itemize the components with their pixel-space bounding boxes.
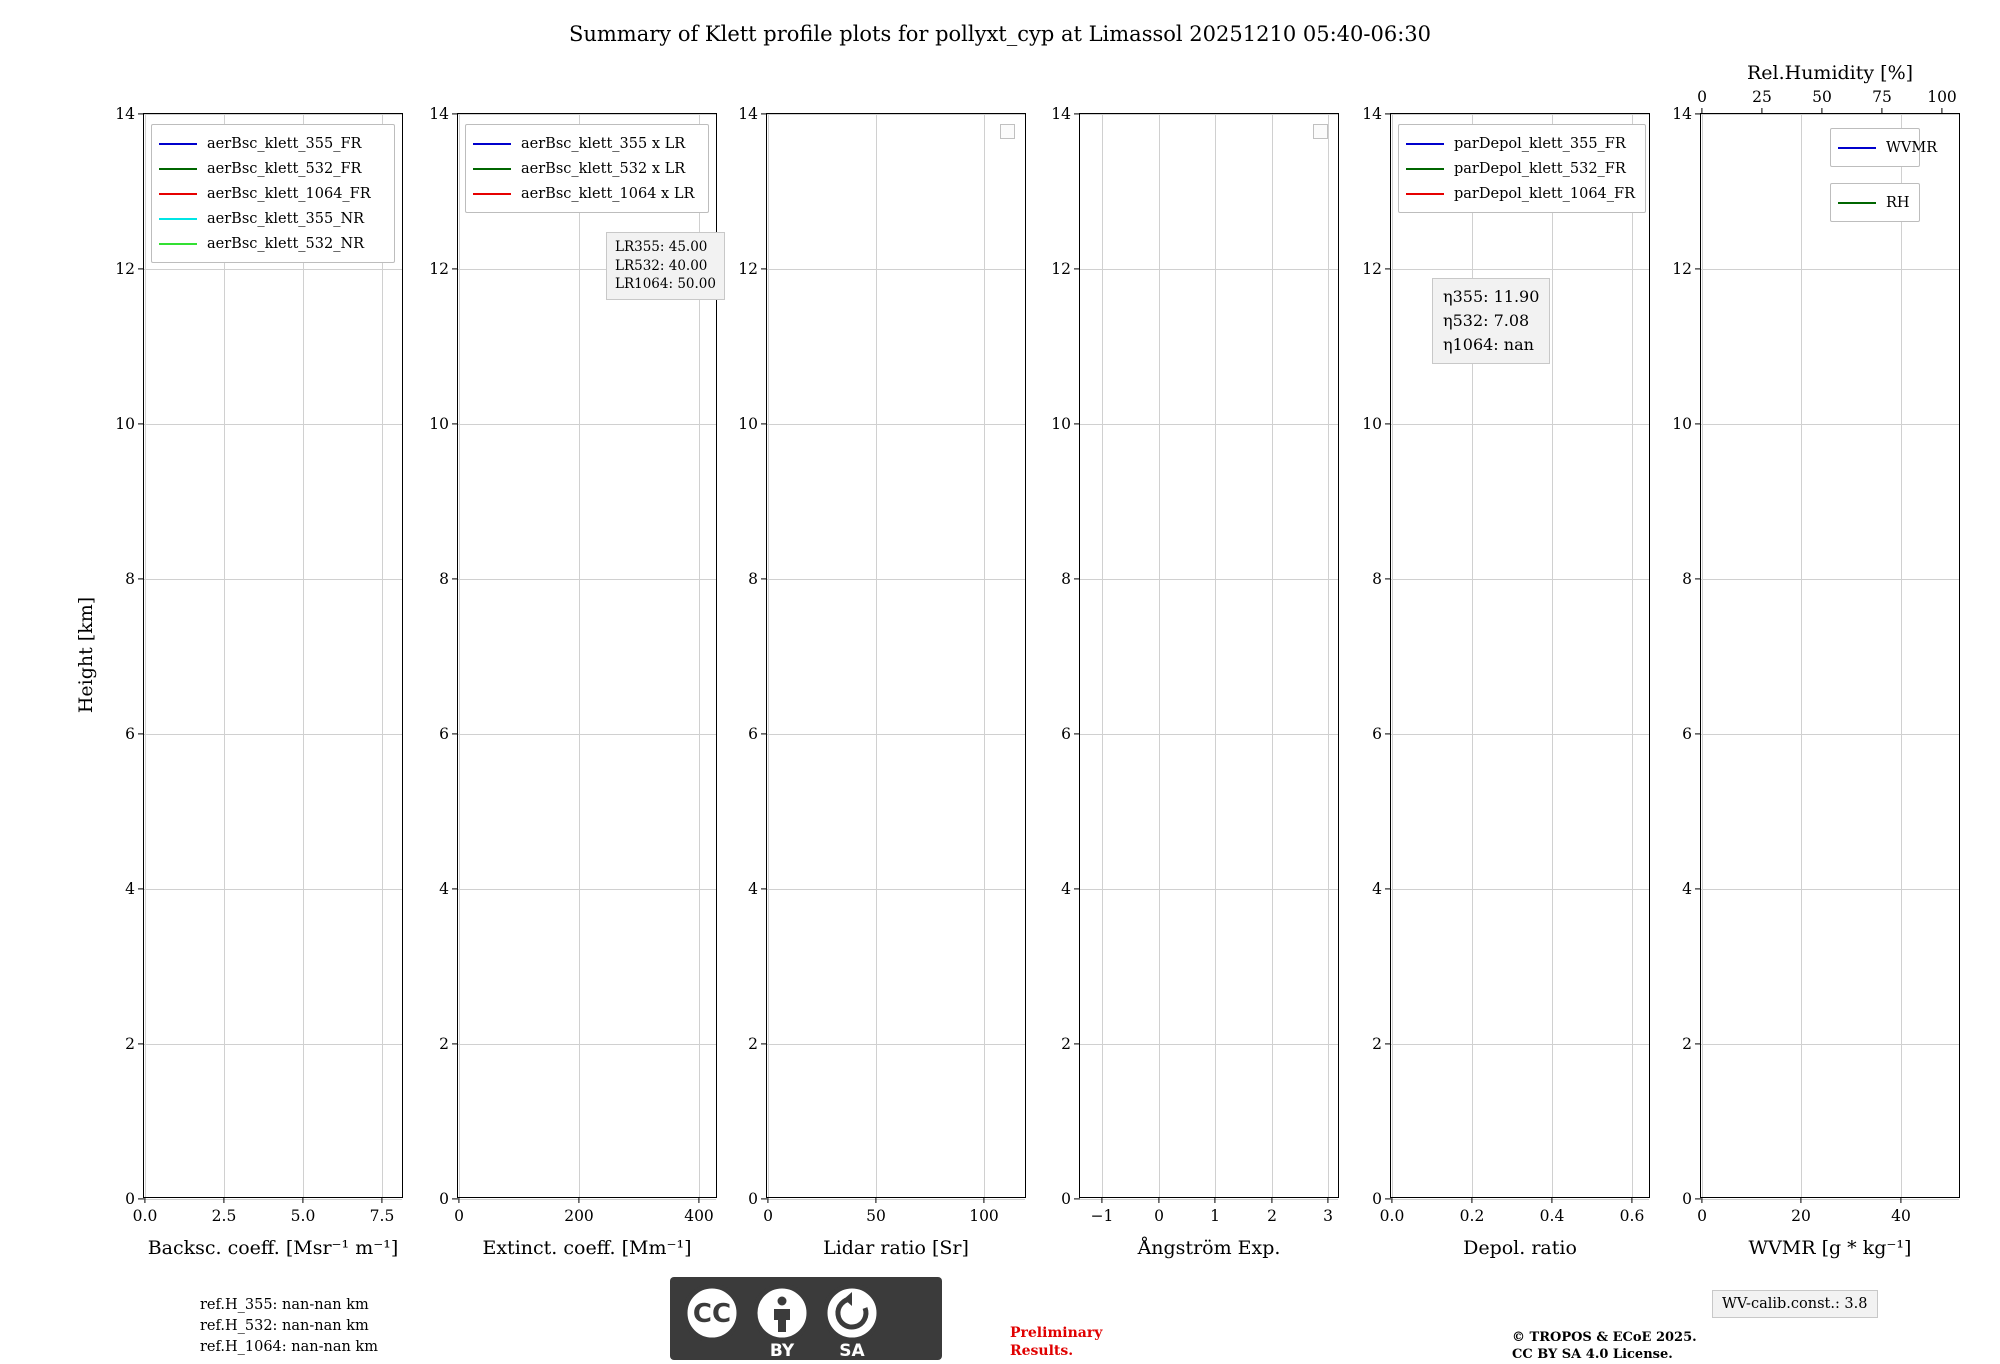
ytick-label: 6	[1372, 725, 1382, 743]
ytick-label: 12	[429, 260, 449, 278]
lidar-ratio-info-box	[606, 232, 725, 300]
legend-swatch-line	[159, 218, 197, 220]
x-axis-label-wvmr: WVMR [g * kg⁻¹]	[1748, 1237, 1912, 1259]
legend-item[interactable]	[1406, 131, 1636, 156]
ytick-label: 10	[1672, 415, 1692, 433]
legend-label: WVMR	[1886, 139, 1938, 156]
legend-depol[interactable]	[1398, 124, 1646, 213]
eta-532-value: η532: 7.08	[1443, 311, 1530, 330]
legend-swatch-line	[159, 193, 197, 195]
ytick-label: 10	[429, 415, 449, 433]
copyright-line-1: © TROPOS & ECoE 2025.	[1512, 1330, 1697, 1345]
ytick-label: 12	[1672, 260, 1692, 278]
ytick-label: 0	[439, 1190, 449, 1208]
x-axis-label-angstrom: Ångström Exp.	[1137, 1237, 1281, 1259]
x-axis-label-depol: Depol. ratio	[1463, 1237, 1577, 1259]
y-axis-label: Height [km]	[75, 596, 97, 714]
legend-swatch-line	[1406, 168, 1444, 170]
legend-label: parDepol_klett_1064_FR	[1454, 185, 1636, 202]
top-xtick-label: 50	[1812, 88, 1832, 106]
cc-sa-icon	[824, 1285, 880, 1341]
xtick-label: 0	[454, 1207, 464, 1225]
top-xtick-label: 0	[1697, 88, 1707, 106]
ytick-label: 6	[439, 725, 449, 743]
legend-backscatter[interactable]	[151, 124, 395, 263]
xtick-label: 7.5	[369, 1207, 395, 1225]
legend-swatch-line	[473, 193, 511, 195]
preliminary-line-1: Preliminary	[1010, 1325, 1103, 1341]
svg-text:CC: CC	[692, 1299, 732, 1329]
legend-label: aerBsc_klett_1064 x LR	[521, 185, 695, 202]
ref-h-1064: ref.H_1064: nan-nan km	[200, 1339, 378, 1356]
ytick-label: 14	[738, 105, 758, 123]
xtick-label: 0.6	[1619, 1207, 1645, 1225]
ytick-label: 0	[1372, 1190, 1382, 1208]
legend-swatch-line	[159, 168, 197, 170]
ytick-label: 14	[1362, 105, 1382, 123]
ytick-label: 2	[1682, 1035, 1692, 1053]
empty-legend-handle	[1000, 124, 1015, 139]
copyright-note	[1512, 1330, 1697, 1364]
xtick-label: 0.0	[1379, 1207, 1405, 1225]
xtick-label: 0.2	[1459, 1207, 1485, 1225]
legend-swatch-line	[159, 243, 197, 245]
ytick-label: 2	[1372, 1035, 1382, 1053]
ytick-label: 8	[1372, 570, 1382, 588]
ytick-label: 14	[1672, 105, 1692, 123]
xtick-label: 0	[763, 1207, 773, 1225]
legend-label: aerBsc_klett_532_NR	[207, 235, 365, 252]
top-xtick-label: 25	[1752, 88, 1772, 106]
lr-355-value: LR355: 45.00	[615, 239, 708, 255]
panel-wvmr	[1672, 62, 1960, 1259]
legend-label: aerBsc_klett_355_NR	[207, 210, 365, 227]
legend-item[interactable]	[159, 231, 385, 256]
copyright-line-2: CC BY SA 4.0 License.	[1512, 1346, 1673, 1362]
ytick-label: 4	[1061, 880, 1071, 898]
legend-swatch-line	[1838, 147, 1876, 149]
legend-item[interactable]	[1406, 156, 1636, 181]
ytick-label: 2	[439, 1035, 449, 1053]
legend-item[interactable]	[473, 181, 699, 206]
xtick-label: 0.4	[1539, 1207, 1565, 1225]
top-xtick-label: 75	[1872, 88, 1892, 106]
legend-swatch-line	[473, 168, 511, 170]
legend-wvmr[interactable]	[1830, 128, 1938, 167]
ytick-label: 2	[1061, 1035, 1071, 1053]
top-xtick-label: 100	[1927, 88, 1957, 106]
wv-calibration-constant-box: WV-calib.const.: 3.8	[1712, 1290, 1878, 1318]
ytick-label: 14	[115, 105, 135, 123]
legend-swatch-line	[1838, 202, 1876, 204]
legend-label: aerBsc_klett_532_FR	[207, 160, 362, 177]
xtick-label: 0	[1154, 1207, 1164, 1225]
xtick-label: 50	[866, 1207, 886, 1225]
ytick-label: 0	[1682, 1190, 1692, 1208]
ref-h-532: ref.H_532: nan-nan km	[200, 1318, 369, 1335]
ytick-label: 12	[1051, 260, 1071, 278]
ytick-label: 6	[1061, 725, 1071, 743]
preliminary-results-note	[1010, 1325, 1102, 1360]
page-title: Summary of Klett profile plots for pollyxt_cyp at Limassol 20251210 05:40-06:30	[568, 22, 1431, 46]
eta-355-value: η355: 11.90	[1443, 287, 1540, 306]
ytick-label: 12	[115, 260, 135, 278]
cc-by-label: BY	[769, 1341, 795, 1361]
ytick-label: 10	[1362, 415, 1382, 433]
legend-label: aerBsc_klett_532 x LR	[521, 160, 686, 177]
legend-swatch-line	[473, 143, 511, 145]
legend-label: parDepol_klett_532_FR	[1454, 160, 1626, 177]
ytick-label: 4	[748, 880, 758, 898]
xtick-label: 100	[969, 1207, 999, 1225]
creative-commons-badge	[670, 1277, 942, 1360]
x-axis-label-backscatter: Backsc. coeff. [Msr⁻¹ m⁻¹]	[147, 1237, 399, 1259]
ytick-label: 6	[1682, 725, 1692, 743]
ytick-label: 12	[1362, 260, 1382, 278]
legend-item[interactable]	[1838, 135, 1938, 160]
xtick-label: 5.0	[290, 1207, 316, 1225]
legend-label: aerBsc_klett_1064_FR	[207, 185, 371, 202]
xtick-label: 0.0	[132, 1207, 158, 1225]
xtick-label: 2.5	[211, 1207, 237, 1225]
ytick-label: 0	[125, 1190, 135, 1208]
cc-by-icon	[754, 1285, 810, 1341]
legend-swatch-line	[159, 143, 197, 145]
reference-height-box	[200, 1295, 378, 1358]
ytick-label: 10	[115, 415, 135, 433]
x-axis-label-extinction: Extinct. coeff. [Mm⁻¹]	[482, 1237, 692, 1259]
legend-item[interactable]	[473, 156, 699, 181]
cc-sa-label: SA	[839, 1341, 865, 1361]
legend-swatch-line	[1406, 193, 1444, 195]
ytick-label: 8	[748, 570, 758, 588]
xtick-label: 40	[1891, 1207, 1911, 1225]
preliminary-line-2: Results.	[1010, 1342, 1074, 1359]
cc-icon	[684, 1285, 740, 1341]
ytick-label: 2	[125, 1035, 135, 1053]
xtick-label: 2	[1267, 1207, 1277, 1225]
legend-label: aerBsc_klett_355 x LR	[521, 135, 686, 152]
legend-label: parDepol_klett_355_FR	[1454, 135, 1626, 152]
ref-h-355: ref.H_355: nan-nan km	[200, 1297, 369, 1313]
legend-label: aerBsc_klett_355_FR	[207, 135, 362, 152]
legend-extinction[interactable]	[465, 124, 709, 213]
top-axis-label-rh: Rel.Humidity [%]	[1746, 62, 1914, 84]
ytick-label: 0	[1061, 1190, 1071, 1208]
xtick-label: 0	[1697, 1207, 1707, 1225]
legend-item[interactable]	[159, 131, 385, 156]
legend-item[interactable]	[1406, 181, 1636, 206]
x-axis-label-lidar-ratio: Lidar ratio [Sr]	[823, 1237, 969, 1259]
ytick-label: 10	[738, 415, 758, 433]
ytick-label: 6	[748, 725, 758, 743]
ytick-label: 6	[125, 725, 135, 743]
legend-swatch-line	[1406, 143, 1444, 145]
panel-backscatter	[115, 105, 403, 1259]
legend-item[interactable]	[1838, 190, 1910, 215]
lr-1064-value: LR1064: 50.00	[615, 276, 716, 293]
legend-item[interactable]	[159, 206, 385, 231]
xtick-label: 1	[1210, 1207, 1220, 1225]
empty-legend-handle	[1313, 124, 1328, 139]
legend-item[interactable]	[159, 181, 385, 206]
ytick-label: 8	[1061, 570, 1071, 588]
xtick-label: −1	[1090, 1207, 1114, 1225]
xtick-label: 400	[684, 1207, 714, 1225]
ytick-label: 12	[738, 260, 758, 278]
ytick-label: 14	[1051, 105, 1071, 123]
ytick-label: 8	[125, 570, 135, 588]
xtick-label: 3	[1323, 1207, 1333, 1225]
ytick-label: 14	[429, 105, 449, 123]
ytick-label: 2	[748, 1035, 758, 1053]
ytick-label: 0	[748, 1190, 758, 1208]
panel-lidar-ratio	[738, 105, 1026, 1259]
panel-angstrom	[1051, 105, 1339, 1259]
legend-item[interactable]	[159, 156, 385, 181]
ytick-label: 8	[439, 570, 449, 588]
ytick-label: 4	[1682, 880, 1692, 898]
eta-1064-value: η1064: nan	[1443, 335, 1534, 354]
ytick-label: 4	[439, 880, 449, 898]
lr-532-value: LR532: 40.00	[615, 257, 708, 274]
xtick-label: 20	[1791, 1207, 1811, 1225]
legend-rh[interactable]	[1830, 183, 1920, 222]
ytick-label: 10	[1051, 415, 1071, 433]
ytick-label: 4	[125, 880, 135, 898]
xtick-label: 200	[564, 1207, 594, 1225]
eta-info-box	[1432, 278, 1550, 364]
ytick-label: 4	[1372, 880, 1382, 898]
legend-item[interactable]	[473, 131, 699, 156]
panel-depol-ratio	[1362, 105, 1650, 1259]
ytick-label: 8	[1682, 570, 1692, 588]
legend-label: RH	[1886, 194, 1910, 211]
